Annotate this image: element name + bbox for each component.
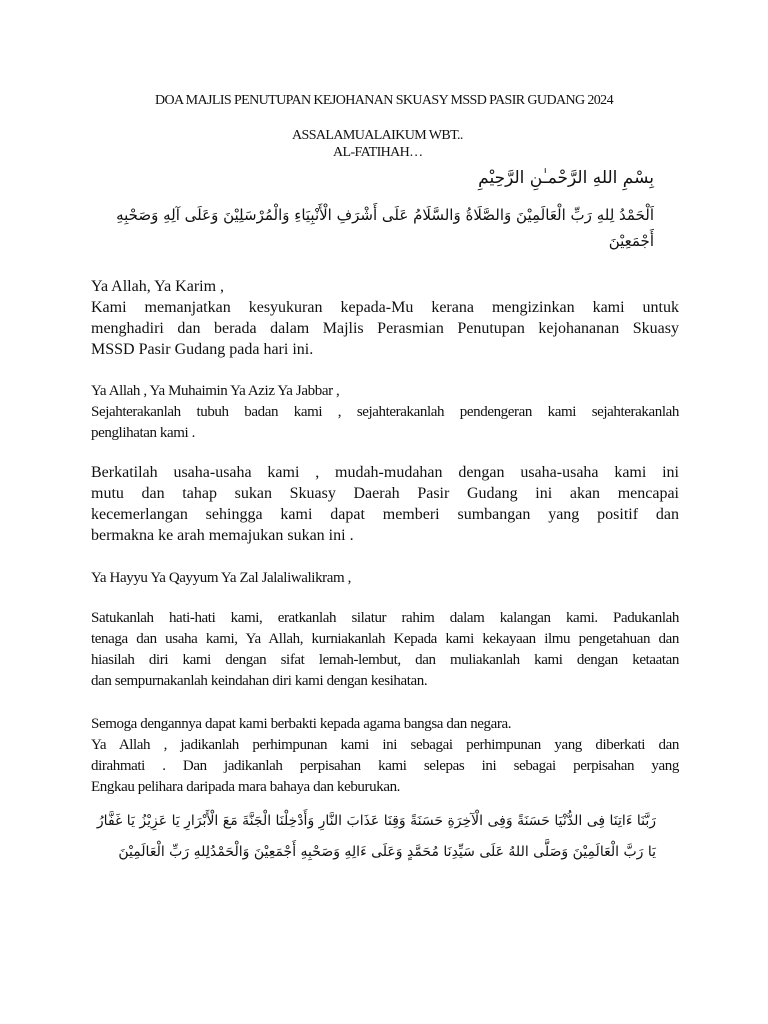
paragraph-2	[91, 381, 679, 444]
paragraph-3-line-1: Berkatilah usaha-usaha kami , mudah-mudahan dengan usaha-usaha kami ini	[91, 464, 679, 481]
greeting: ASSALAMUALAIKUM WBT..	[292, 128, 463, 143]
paragraph-5-line-2: tenaga dan usaha kami, Ya Allah, kurniakanlah Kepada kami kekayaan ilmu pengetahuan dan	[91, 631, 679, 647]
paragraph-5-line-4: dan sempurnakanlah keindahan diri kami dengan kesihatan.	[91, 673, 428, 689]
paragraph-5-line-1: Satukanlah hati-hati kami, eratkanlah silatur rahim dalam kalangan kami. Padukanlah	[91, 610, 679, 626]
paragraph-2-line-3: penglihatan kami .	[91, 425, 196, 441]
doa-arabic-line-1: رَبَّنَا ءَاتِنَا فِى الدُّنْيَا حَسَنَةً وَفِى الْآخِرَةِ حَسَنَةً وَقِنَا عَذَابَ النَّارِ وَأَدْخِلْنَا الْجَنَّةَ مَعَ الْأَبْرَارِ يَا عَزِيْزُ يَا غَفَّارُ	[96, 813, 656, 829]
fatihah-line: AL-FATIHAH…	[333, 145, 423, 160]
paragraph-3-line-3: kecemerlangan sehingga kami dapat memberi sumbangan yang positif dan	[91, 506, 679, 523]
paragraph-2-line-1: Ya Allah , Ya Muhaimin Ya Aziz Ya Jabbar ,	[91, 383, 340, 399]
paragraph-2-line-2: Sejahterakanlah tubuh badan kami , sejahterakanlah pendengeran kami sejahterakanlah	[91, 404, 679, 420]
paragraph-3	[91, 462, 679, 546]
paragraph-6-line-3: dirahmati . Dan jadikanlah perpisahan kami selepas ini sebagai perpisahan yang	[91, 758, 679, 774]
paragraph-6-line-4: Engkau pelihara daripada mara bahaya dan keburukan.	[91, 779, 401, 795]
paragraph-1-line-2: Kami memanjatkan kesyukuran kepada-Mu kerana mengizinkan kami untuk	[91, 299, 679, 316]
doa-arabic-line-2: يَا رَبَّ الْعَالَمِيْنَ وَصَلَّى اللهُ عَلَى سَيِّدِنَا مُحَمَّدٍ وَعَلَى ءَالِهِ وَصَحْبِهِ أَجْمَعِيْنَ وَالْحَمْدُلِلهِ رَبِّ الْعَالَمِيْنَ	[118, 844, 656, 860]
paragraph-4	[91, 568, 679, 589]
document-title: DOA MAJLIS PENUTUPAN KEJOHANAN SKUASY MSSD PASIR GUDANG 2024	[155, 93, 613, 108]
paragraph-6-line-1: Semoga dengannya dapat kami berbakti kepada agama bangsa dan negara.	[91, 716, 512, 732]
paragraph-1-line-1: Ya Allah, Ya Karim ,	[91, 278, 225, 295]
paragraph-6	[91, 714, 679, 798]
paragraph-4-line-1: Ya Hayyu Ya Qayyum Ya Zal Jalaliwalikram ,	[91, 570, 351, 586]
paragraph-6-line-2: Ya Allah , jadikanlah perhimpunan kami ini sebagai perhimpunan yang diberkati dan	[91, 737, 679, 753]
paragraph-3-line-2: mutu dan tahap sukan Skuasy Daerah Pasir Gudang ini akan mencapai	[91, 485, 679, 502]
basmalah-arabic: بِسْمِ اللهِ الرَّحْمـٰنِ الرَّحِيْمِ	[478, 168, 654, 188]
paragraph-5-line-3: hiasilah diri kami dengan sifat lemah-lembut, dan muliakanlah kami dengan ketaatan	[91, 652, 679, 668]
paragraph-3-line-4: bermakna ke arah memajukan sukan ini .	[91, 527, 354, 544]
hamdalah-arabic-line-1: اَلْحَمْدُ لِلهِ رَبِّ الْعَالَمِيْنَ وَالصَّلَاةُ وَالسَّلَامُ عَلَى أَشْرَفِ الْأَنْبِيَاءِ وَالْمُرْسَلِيْنَ وَعَلَى آلِهِ وَصَحْبِهِ	[116, 206, 654, 224]
paragraph-1-line-3: menghadiri dan berada dalam Majlis Perasmian Penutupan kejohananan Skuasy	[91, 320, 679, 337]
paragraph-5	[91, 608, 679, 692]
paragraph-1	[91, 276, 679, 360]
hamdalah-arabic-line-2: أَجْمَعِيْنَ	[608, 232, 654, 250]
paragraph-1-line-4: MSSD Pasir Gudang pada hari ini.	[91, 341, 314, 358]
